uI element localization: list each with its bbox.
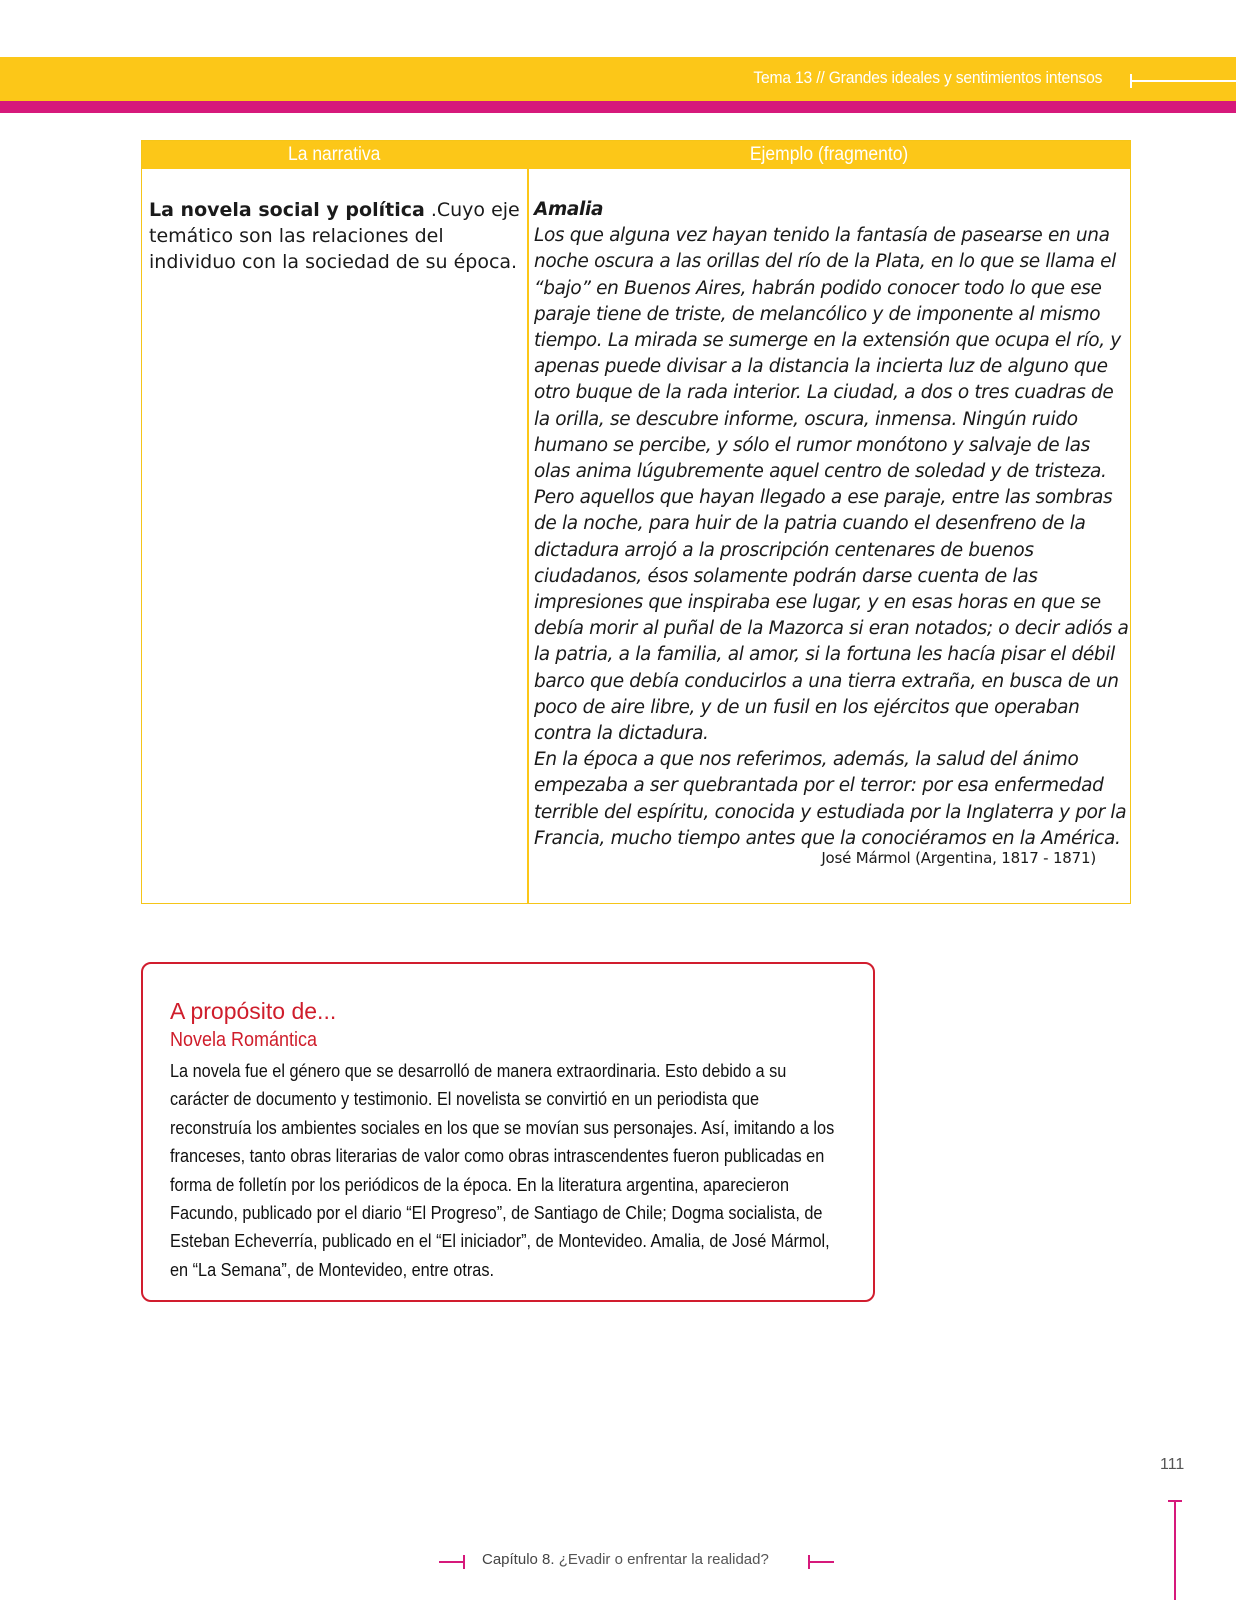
box-subtitle: Novela Romántica xyxy=(170,1029,318,1051)
a-proposito-box xyxy=(141,962,875,1302)
footer-left-tick xyxy=(463,1555,465,1569)
footer-chapter-title: ¿Evadir o enfrentar la realidad? xyxy=(558,1551,769,1568)
header-rule-tick xyxy=(1130,74,1132,88)
header-title: Tema 13 // Grandes ideales y sentimientos intensos xyxy=(753,68,1102,87)
header-rule xyxy=(1130,80,1236,82)
column-divider xyxy=(527,141,529,903)
example-paragraph: En la época a que nos referimos, además, la salud del ánimo empezaba a ser quebrantada por el terror: por esa enfermedad terrible del espíritu, conocida y estudiada por la Inglaterra y por la Francia, mucho tiempo antes que la conociéramos en la América. xyxy=(534,749,1127,849)
example-title: Amalia xyxy=(534,199,604,220)
page-rule xyxy=(1174,1501,1176,1600)
table-header-right: Ejemplo (fragmento) xyxy=(529,141,1130,169)
footer-chapter xyxy=(482,1551,769,1568)
footer-left-rule xyxy=(439,1561,465,1563)
example-cell xyxy=(534,197,1130,852)
example-author: José Mármol (Argentina, 1817 - 1871) xyxy=(821,849,1096,867)
narrative-term: La novela social y política xyxy=(149,199,425,221)
narrative-description: .Cuyo eje temático son las relaciones del individuo con la sociedad de su época. xyxy=(149,199,520,273)
header-stripe xyxy=(0,101,1236,113)
example-paragraph: Pero aquellos que hayan llegado a ese paraje, entre las sombras de la noche, para huir de la patria cuando el desenfreno de la dictadura arrojó a la proscripción centenares de buenos ciudadanos, ésos solamente podrán darse cuenta de las impresiones que inspiraba ese lugar, y en esas horas en que se debía morir al puñal de la Mazorca si eran notados; o decir adiós a la patria, a la familia, al amor, si la fortuna les hacía pisar el débil barco que debía conducirlos a una tierra extraña, en busca de un poco de aire libre, y de un fusil en los ejércitos que operaban contra la dictadura. xyxy=(534,487,1129,745)
example-paragraph: Los que alguna vez hayan tenido la fantasía de pasearse en una noche oscura a las orillas del río de la Plata, en lo que se llama el “bajo” en Buenos Aires, habrán podido conocer todo lo que ese paraje tiene de triste, de melancólico y de imponente al mismo tiempo. La mirada se sumerge en la extensión que ocupa el río, y apenas puede divisar a la distancia la incierta luz de alguno que otro buque de la rada interior. La ciudad, a dos o tres cuadras de la orilla, se descubre informe, oscura, inmensa. Ningún ruido humano se percibe, y sólo el rumor monótono y salvaje de las olas anima lúgubremente aquel centro de soledad y de tristeza. xyxy=(534,225,1121,483)
footer-chapter-number: Capítulo 8. xyxy=(482,1551,555,1568)
footer-right-rule xyxy=(808,1561,834,1563)
table-header-left: La narrativa xyxy=(142,141,527,169)
box-text: La novela fue el género que se desarrolló de manera extraordinaria. Esto debido a su carácter de documento y testimonio. El novelista se convirtió en un periodista que reconstruía los ambientes sociales en los que se movían sus personajes. Así, imitando a los franceses, tanto obras literarias de valor como obras intrascendentes fueron publicadas en forma de folletín por los periódicos de la época. En la literatura argentina, aparecieron Facundo, publicado por el diario “El Progreso”, de Santiago de Chile; Dogma socialista, de Esteban Echeverría, publicado en el “El iniciador”, de Montevideo. Amalia, de José Mármol, en “La Semana”, de Montevideo, entre otras. xyxy=(170,1060,835,1280)
narrative-cell xyxy=(149,197,521,275)
narrative-table xyxy=(141,140,1131,904)
box-title: A propósito de... xyxy=(170,998,337,1024)
page-number: 111 xyxy=(1160,1456,1185,1473)
